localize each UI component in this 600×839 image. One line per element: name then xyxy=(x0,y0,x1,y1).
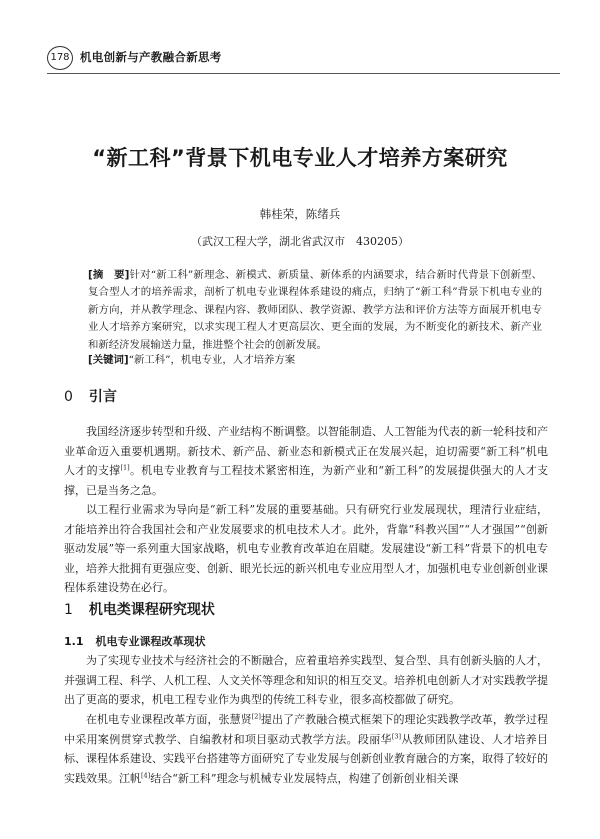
paragraph-text: 在机电专业课程改革方面，张慧贤 xyxy=(86,713,252,726)
paragraph xyxy=(64,710,548,788)
section-number: 1 xyxy=(64,602,73,618)
paragraph xyxy=(64,422,548,500)
section-title: 引言 xyxy=(88,389,117,405)
paper-authors: 韩桂荣，陈绪兵 xyxy=(259,207,341,221)
paragraph-text: 我国经济逐步转型和升级、产业结构不断调整。以智能制造、人工智能为代表的新一轮科技和产业革命迈入重要机遇期。新技术、新产品、新业态和新模式正在发展兴起，迫切需要“新工科”机电人才的支撑 xyxy=(64,425,548,478)
citation-ref: [2] xyxy=(251,712,261,721)
header-rule xyxy=(47,73,560,74)
page-number-badge: 178 xyxy=(47,46,73,70)
section-heading-status xyxy=(64,599,215,619)
section-title: 机电类课程研究现状 xyxy=(88,602,215,618)
subsection-title: 机电专业课程改革现状 xyxy=(95,635,206,648)
citation-ref: [4] xyxy=(141,771,151,780)
keywords xyxy=(88,352,542,369)
citation-ref: [3] xyxy=(391,731,402,740)
running-header xyxy=(47,46,567,70)
paper-affiliation: （武汉工程大学，湖北省武汉市 430205） xyxy=(191,235,409,248)
abstract xyxy=(88,267,542,354)
paragraph: 为了实现专业技术与经济社会的不断融合，应着重培养实践型、复合型、具有创新头脑的人才，并强调工程、科学、人机工程、人文关怀等理念和知识的相互交叉。培养机电创新人才对实践教学提出了更高的要求，机电工程专业作为典型的传统工科专业，很多高校都做了研究。 xyxy=(64,654,548,707)
running-title: 机电创新与产教融合新思考 xyxy=(80,50,222,64)
abstract-label: [摘 要] xyxy=(88,269,130,281)
subsection-heading xyxy=(64,633,206,649)
citation-ref: [1] xyxy=(120,463,130,472)
paragraph-text: 提出了产教融合模式框架下的理论实践教学改革，教学过程中采用案例贯穿式教学、自编教材和项目驱动式教学方法。段丽华 xyxy=(64,713,549,746)
section-number: 0 xyxy=(64,389,73,405)
abstract-text: 针对“新工科”新理念、新模式、新质量、新体系的内涵要求，结合新时代背景下创新型、复合型人才的培养需求，剖析了机电专业课程体系建设的痛点，归纳了“新工科”背景下机电专业的新方向，并从教学理念、课程内容、教师团队、教学资源、教学方法和评价方法等方面展开机电专业人才培养方案研究，以求实现工程人才更高层次、更全面的发展，为不断变化的新技术、新产业和新经济发展输送力量，推进整个社会的创新发展。 xyxy=(88,269,542,351)
keywords-label: [关键词] xyxy=(88,354,129,366)
paragraph: 以工程行业需求为导向是“新工科”发展的重要基础。只有研究行业发展现状，理清行业症结，才能培养出符合我国社会和产业发展要求的机电技术人才。此外，背靠“科教兴国”“人才强国”“创新驱动发展”等一系列重大国家战略，机电专业教育改革迫在眉睫。发展建设“新工科”背景下的机电专业，培养大批拥有更强应变、创新、眼光长远的新兴机电专业应用型人才，加强机电专业创新创业课程体系建设势在必行。 xyxy=(64,503,548,595)
keywords-text: “新工科”，机电专业，人才培养方案 xyxy=(128,354,296,366)
paragraph-text: 从教师团队建设、人才培养目标、课程体系建设、实践平台搭建等方面研究了专业发展与创新创业教育融合的方案，取得了较好的实践效果。江帆 xyxy=(64,732,549,785)
subsection-number: 1.1 xyxy=(64,635,84,648)
paragraph-text: 结合“新工科”理念与机械专业发展特点，构建了创新创业相关课 xyxy=(150,771,459,785)
paragraph-text: 。机电专业教育与工程技术紧密相连，为新产业和“新工科”的发展提供强大的人才支撑，已是当务之急。 xyxy=(64,464,549,497)
paper-title: “新工科”背景下机电专业人才培养方案研究 xyxy=(92,146,508,170)
section-heading-introduction xyxy=(64,386,117,406)
